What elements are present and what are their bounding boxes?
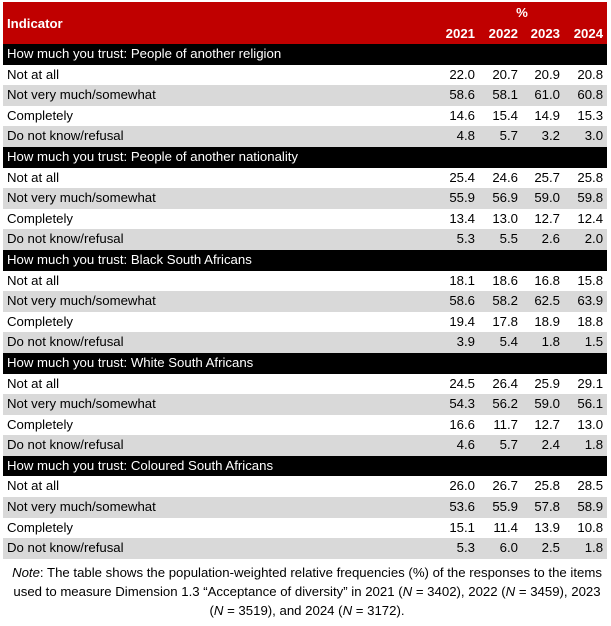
row-label: Not very much/somewhat: [3, 497, 437, 518]
row-label: Not at all: [7, 272, 60, 288]
table-row: [3, 65, 607, 86]
value-cell: 24.5: [449, 375, 475, 391]
row-label: Not very much/somewhat: [3, 188, 437, 209]
value-cell: 19.4: [449, 313, 475, 329]
value-cell: 12.7: [534, 416, 560, 432]
value-cell: 56.2: [479, 394, 522, 415]
value-cell: 15.4: [492, 107, 518, 123]
value-cell: 25.8: [534, 478, 560, 494]
value-cell: 13.9: [534, 519, 560, 535]
section-title: How much you trust: Coloured South Africans: [3, 456, 607, 477]
value-cell: 24.6: [492, 169, 518, 185]
value-cell: 18.6: [492, 272, 518, 288]
value-cell: 2.4: [522, 435, 564, 456]
value-cell: 5.7: [479, 435, 522, 456]
value-cell: 59.8: [564, 188, 607, 209]
value-cell: 20.7: [492, 66, 518, 82]
value-cell: 4.6: [437, 435, 479, 456]
table-row: [3, 271, 607, 292]
table-row: [3, 229, 607, 250]
value-cell: 57.8: [522, 497, 564, 518]
value-cell: 26.7: [492, 478, 518, 494]
row-label: Do not know/refusal: [3, 229, 437, 250]
value-cell: 3.9: [437, 332, 479, 353]
row-label: Not at all: [7, 375, 60, 391]
table-row: [3, 332, 607, 353]
value-cell: 15.8: [577, 272, 604, 288]
note-n-2022: = 3459), 2023 (: [209, 583, 601, 618]
value-cell: 56.1: [564, 394, 607, 415]
value-cell: 25.9: [534, 375, 560, 391]
section-header-row: [3, 147, 607, 168]
row-label: Not very much/somewhat: [3, 85, 437, 106]
value-cell: 22.0: [449, 66, 475, 82]
section-title: How much you trust: White South Africans: [3, 353, 607, 374]
note-text: : The table shows the population-weighted relative frequencies (%) of the responses to the items used to measure Dimension 1.3 “Acceptance of diversity” in 2021 (: [13, 565, 602, 599]
value-cell: 58.9: [564, 497, 607, 518]
value-cell: 20.8: [577, 66, 604, 82]
value-cell: 14.6: [449, 107, 475, 123]
value-cell: 11.4: [493, 519, 518, 535]
year-header: 2021: [437, 23, 479, 44]
value-cell: 20.9: [534, 66, 560, 82]
value-cell: 53.6: [437, 497, 479, 518]
value-cell: 1.8: [522, 332, 564, 353]
value-cell: 16.6: [449, 416, 475, 432]
value-cell: 59.0: [522, 394, 564, 415]
value-cell: 56.9: [479, 188, 522, 209]
value-cell: 62.5: [522, 291, 564, 312]
section-header-row: [3, 456, 607, 477]
value-cell: 16.8: [534, 272, 560, 288]
table-row: [3, 312, 607, 333]
row-label: Not at all: [7, 66, 60, 82]
table-row: [3, 374, 607, 395]
row-label: Do not know/refusal: [3, 435, 437, 456]
value-cell: 5.4: [479, 332, 522, 353]
value-cell: 12.4: [577, 210, 604, 226]
row-label: Do not know/refusal: [3, 332, 437, 353]
value-cell: 18.1: [449, 272, 475, 288]
value-cell: 25.7: [534, 169, 560, 185]
row-label: Completely: [7, 519, 73, 535]
table-row: [3, 415, 607, 436]
year-header: 2023: [522, 23, 564, 44]
header-row-unit: [3, 2, 607, 23]
trust-table: [3, 2, 607, 559]
value-cell: 58.1: [479, 85, 522, 106]
value-cell: 58.2: [479, 291, 522, 312]
value-cell: 60.8: [564, 85, 607, 106]
table-row: [3, 106, 607, 127]
value-cell: 58.6: [437, 291, 479, 312]
table-row: [3, 435, 607, 456]
table-row: [3, 188, 607, 209]
table-note: [10, 564, 604, 620]
table-row: [3, 126, 607, 147]
value-cell: 3.0: [564, 126, 607, 147]
value-cell: 29.1: [577, 375, 604, 391]
value-cell: 54.3: [437, 394, 479, 415]
note-label: Note: [12, 565, 40, 580]
value-cell: 4.8: [437, 126, 479, 147]
table-row: [3, 85, 607, 106]
row-label: Completely: [7, 210, 73, 226]
value-cell: 2.0: [564, 229, 607, 250]
table-row: [3, 291, 607, 312]
value-cell: 63.9: [564, 291, 607, 312]
value-cell: 5.3: [437, 538, 479, 559]
value-cell: 13.0: [577, 416, 604, 432]
value-cell: 11.7: [493, 416, 518, 432]
table-row: [3, 168, 607, 189]
value-cell: 1.8: [564, 538, 607, 559]
value-cell: 25.4: [449, 169, 475, 185]
value-cell: 3.2: [522, 126, 564, 147]
table-row: [3, 497, 607, 518]
row-label: Not at all: [7, 169, 60, 185]
note-n-2023: = 3519), and 2024 (: [223, 602, 343, 618]
value-cell: 14.9: [534, 107, 560, 123]
note-n-2021: = 3402), 2022 (: [412, 583, 506, 599]
table-row: [3, 538, 607, 559]
value-cell: 5.7: [479, 126, 522, 147]
value-cell: 61.0: [522, 85, 564, 106]
row-label: Completely: [7, 313, 73, 329]
section-header-row: [3, 353, 607, 374]
section-title: How much you trust: People of another religion: [3, 44, 607, 65]
table-row: [3, 476, 607, 497]
indicator-header: Indicator: [3, 2, 437, 44]
section-header-row: [3, 44, 607, 65]
table-row: [3, 394, 607, 415]
value-cell: 26.4: [492, 375, 518, 391]
value-cell: 18.8: [577, 313, 604, 329]
value-cell: 58.6: [437, 85, 479, 106]
section-header-row: [3, 250, 607, 271]
row-label: Not at all: [7, 478, 60, 494]
row-label: Completely: [7, 416, 73, 432]
value-cell: 28.5: [577, 478, 604, 494]
value-cell: 2.5: [522, 538, 564, 559]
value-cell: 10.8: [577, 519, 604, 535]
n-symbol: N: [213, 602, 224, 618]
section-title: How much you trust: Black South Africans: [3, 250, 607, 271]
value-cell: 18.9: [534, 313, 560, 329]
value-cell: 15.1: [449, 519, 475, 535]
percent-header: %: [437, 2, 607, 23]
value-cell: 15.3: [577, 107, 604, 123]
n-symbol: N: [402, 583, 413, 599]
value-cell: 17.8: [492, 313, 518, 329]
row-label: Not very much/somewhat: [3, 394, 437, 415]
year-header: 2022: [479, 23, 522, 44]
value-cell: 5.3: [437, 229, 479, 250]
year-header: 2024: [564, 23, 607, 44]
value-cell: 6.0: [479, 538, 522, 559]
value-cell: 5.5: [479, 229, 522, 250]
value-cell: 26.0: [449, 478, 475, 494]
table-row: [3, 209, 607, 230]
value-cell: 55.9: [437, 188, 479, 209]
value-cell: 13.4: [449, 210, 475, 226]
value-cell: 55.9: [479, 497, 522, 518]
note-n-2024: = 3172).: [352, 602, 405, 618]
row-label: Not very much/somewhat: [3, 291, 437, 312]
value-cell: 59.0: [522, 188, 564, 209]
row-label: Do not know/refusal: [3, 538, 437, 559]
value-cell: 12.7: [534, 210, 560, 226]
value-cell: 25.8: [577, 169, 604, 185]
table-body: [3, 2, 607, 559]
value-cell: 2.6: [522, 229, 564, 250]
row-label: Completely: [7, 107, 73, 123]
value-cell: 1.8: [564, 435, 607, 456]
section-title: How much you trust: People of another nationality: [3, 147, 607, 168]
value-cell: 13.0: [492, 210, 518, 226]
n-symbol: N: [342, 602, 353, 618]
n-symbol: N: [505, 583, 516, 599]
table-row: [3, 518, 607, 539]
value-cell: 1.5: [564, 332, 607, 353]
row-label: Do not know/refusal: [3, 126, 437, 147]
